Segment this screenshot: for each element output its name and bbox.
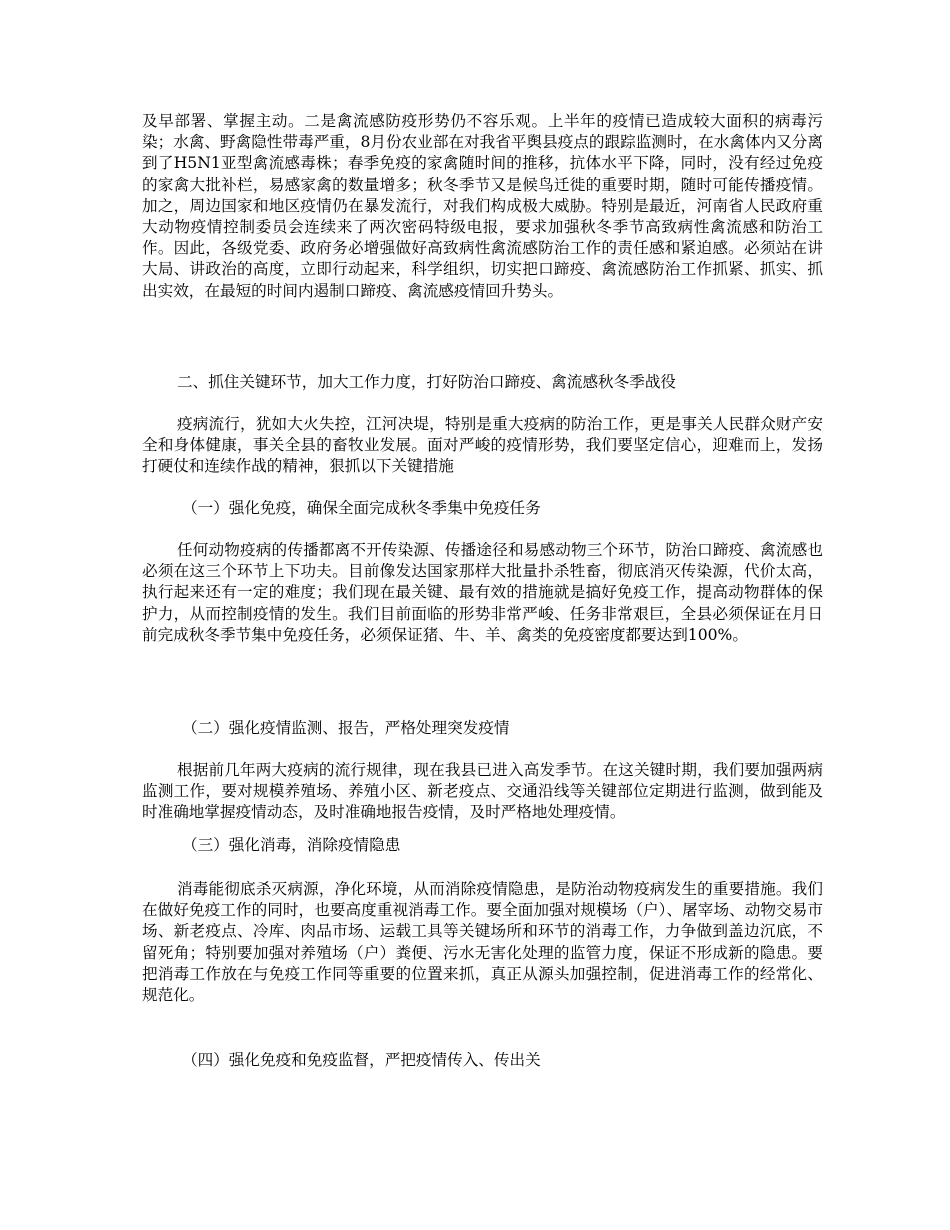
body-paragraph: 消毒能彻底杀灭病源，净化环境，从而消除疫情隐患，是防治动物疫病发生的重要措施。我们在做好免疫工作的同时，也要高度重视消毒工作。要全面加强对规模场（户）、屠宰场、动物交易市场、新老疫点、冷库、肉品市场、运载工具等关键场所和环节的消毒工作，力争做到盖边沉底，不留死角；特别要加强对养殖场（户）粪便、污水无害化处理的监管力度，保证不形成新的隐患。要把消毒工作放在与免疫工作同等重要的位置来抓，真正从源头加强控制，促进消毒工作的经常化、规范化。 — [142, 880, 823, 1005]
body-paragraph: 根据前几年两大疫病的流行规律，现在我县已进入高发季节。在这关键时期，我们要加强两病监测工作，要对规模养殖场、养殖小区、新老疫点、交通沿线等关键部位定期进行监测，做到能及时准确地掌握疫情动态，及时准确地报告疫情，及时严格地处理疫情。 — [142, 761, 823, 822]
body-paragraph: 及早部署、掌握主动。二是禽流感防疫形势仍不容乐观。上半年的疫情已造成较大面积的病毒污染；水禽、野禽隐性带毒严重，8月份农业部在对我省平舆县疫点的跟踪监测时，在水禽体内又分离到了H5N1亚型禽流感毒株；春季免疫的家禽随时间的推移，抗体水平下降，同时，没有经过免疫的家禽大批补栏，易感家禽的数量增多；秋冬季节又是候鸟迁徙的重要时期，随时可能传播疫情。加之，周边国家和地区疫情仍在暴发流行，对我们构成极大威胁。特别是最近，河南省人民政府重大动物疫情控制委员会连续来了两次密码特级电报，要求加强秋冬季节高致病性禽流感和防治工作。因此，各级党委、政府务必增强做好高致病性禽流感防治工作的责任感和紧迫感。必须站在讲大局、讲政治的高度，立即行动起来，科学组织，切实把口蹄疫、禽流感防治工作抓紧、抓实、抓出实效，在最短的时间内遏制口蹄疫、禽流感疫情回升势头。 — [142, 112, 823, 300]
subsection-heading: （四）强化免疫和免疫监督，严把疫情传入、传出关 — [182, 1051, 541, 1069]
section-heading: 二、抓住关键环节，加大工作力度，打好防治口蹄疫、禽流感秋冬季战役 — [177, 373, 677, 391]
body-paragraph: 疫病流行，犹如大火失控，江河决堤，特别是重大疫病的防治工作，更是事关人民群众财产安全和身体健康，事关全县的畜牧业发展。面对严峻的疫情形势，我们要坚定信心，迎难而上，发扬打硬仗和连续作战的精神，狠抓以下关键措施 — [142, 415, 823, 476]
subsection-heading: （一）强化免疫，确保全面完成秋冬季集中免疫任务 — [182, 499, 541, 517]
subsection-heading: （二）强化疫情监测、报告，严格处理突发疫情 — [182, 719, 510, 737]
subsection-heading: （三）强化消毒，消除疫情隐患 — [182, 836, 401, 854]
body-paragraph: 任何动物疫病的传播都离不开传染源、传播途径和易感动物三个环节，防治口蹄疫、禽流感也必须在这三个环节上下功夫。目前像发达国家那样大批量扑杀牲畜，彻底消灭传染源，代价太高，执行起来还有一定的难度；我们现在最关键、最有效的措施就是搞好免疫工作，提高动物群体的保护力，从而控制疫情的发生。我们目前面临的形势非常严峻、任务非常艰巨，全县必须保证在月日前完成秋冬季节集中免疫任务，必须保证猪、牛、羊、禽类的免疫密度都要达到100%。 — [142, 541, 823, 644]
